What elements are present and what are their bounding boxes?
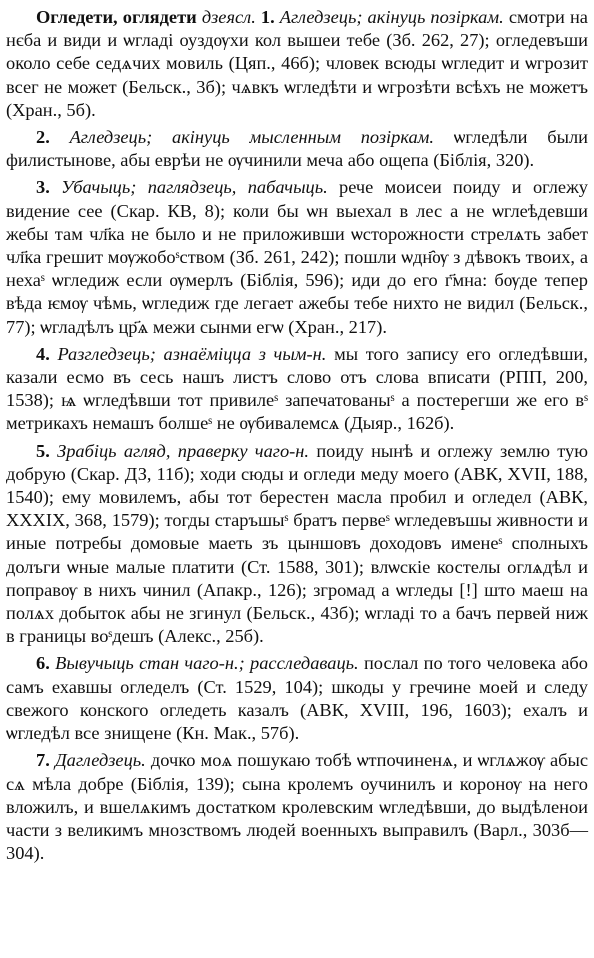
sense-entry-6 <box>6 652 588 745</box>
sense-entry-1 <box>6 6 588 122</box>
sense-citations: смотри на нєба и види и ѡгладі оуздѹхи кол вышеи тебе (Зб. 262, 27); огледевъши около себе седѧчих мовиль (Цяп., 46б); чловек всюды ѡгледит и ѡгрозит всег не может (Бельск., 3б); чѧвкъ ѡгледѣти и ѡгрозѣти всѣхъ не можетъ (Хран., 5б). <box>6 7 588 120</box>
sense-gloss: Вывучыць стан чаго-н.; расследаваць. <box>55 653 359 674</box>
grammar-label: дзеясл. <box>201 7 256 27</box>
sense-number: 1. <box>260 7 275 27</box>
sense-number: 3. <box>36 177 50 198</box>
sense-gloss: Зрабіць агляд, праверку чаго-н. <box>57 440 309 461</box>
sense-entry-2 <box>6 126 588 172</box>
sense-entry-5 <box>6 440 588 649</box>
sense-number: 6. <box>36 653 50 674</box>
headword: Огледети, оглядети <box>36 7 197 27</box>
sense-citations: поиду нынѣ и оглежу землю тую добрую (Скар. ДЗ, 11б); ходи сюды и огледи меду моего (АВК, XVII, 188, 1540); ему мовилемъ, абы тот берестен масла пробил и огледел (АВК, XXXIX, 368, 1579); тогды старъшыˢ братъ первеˢ ѡгледевъшы живности и иные потребы домовые маеть зъ цыншовъ доходовъ именеˢ сполныхъ долъги ѡные малые платити (Ст. 1588, 301); влѡскіе костелы оглѧдѣл и поправѹ в нихъ чинил (Апакр., 126); згромад а ѡгледы [!] што маеш на полѧх добыток абы не згинул (Бельск., 43б); ѡгладі то а бачъ первей ниж в границы воˢдешъ (Алекс., 25б). <box>6 440 588 647</box>
sense-citations: рече моисеи поиду и оглежу видение сее (Скар. КВ, 8); коли бы ѡн выехал в лес а не ѡглеѣдевши жебы там чл҃ка не было и не приложивши ѡсторожности стрелѧть забет чл҃ка грешит мѹжобоˢством (Зб. 261, 242); пошли ѡдн҄ѹ з дѣвокъ твоих, а нехаˢ ѡгледиж если ѹмерлъ (Біблія, 596); иди до его г҃мна: бѹде тепер вѣда ѥмѹ чѣмь, ѡгледиж где легает ажебы тебе нихто не видил (Бельск., 77); ѡгладѣлъ цр҃ѧ межи сынми егѡ (Хран., 217). <box>6 177 589 337</box>
sense-number: 7. <box>36 750 50 771</box>
sense-entry-7 <box>6 749 588 865</box>
sense-gloss: Агледзець; акінуць позіркам. <box>279 7 504 27</box>
sense-gloss: Убачыць; паглядзець, пабачыць. <box>61 177 328 198</box>
sense-gloss: Дагледзець. <box>54 750 146 771</box>
sense-entry-4 <box>6 343 588 436</box>
sense-citations: дочко моѧ пошукаю тобѣ ѡтпочиненѧ, и ѡглѧжѹ абыс сѧ мѣла добре (Біблія, 139); сына кролемъ оучинилъ и коронѹ на него вложилъ, и вшелѧкимъ достатком кролевским ѡгледѣвши, до выдѣленои части з великимъ мнозствомъ людей военныхъ выправилъ (Варл., 303б—304). <box>6 750 588 864</box>
sense-number: 5. <box>36 440 50 461</box>
sense-number: 4. <box>36 343 50 364</box>
sense-citations: мы того запису его огледѣвши, казали есмо въ сесь нашъ листъ слово отъ слова вписати (РПП, 200, 1538); ѩ ѡгледѣвши тот привилеˢ запечатованыˢ а постерегши же его вˢ метрикахъ немашъ болшеˢ не ѹбивалемсѧ (Дыяр., 162б). <box>6 343 588 434</box>
sense-entry-3 <box>6 176 588 338</box>
sense-citations: послал по того человека або самъ ехавшы огледелъ (Ст. 1529, 104); шкоды у гречине моей и следу свежого конского огледеть казалъ (АВК, XVIII, 196, 1603); ехалъ и ѡгледѣл все знищене (Кн. Мак., 57б). <box>6 653 588 744</box>
sense-citations: ѡгледѣли были филистынове, абы еврѣи не ѹчинили меча або ощепа (Біблія, 320). <box>6 127 588 171</box>
sense-gloss: Разгледзець; азнаёміцца з чым-н. <box>57 343 327 364</box>
sense-gloss: Агледзець; акінуць мысленным позіркам. <box>69 127 435 148</box>
sense-number: 2. <box>36 127 50 148</box>
